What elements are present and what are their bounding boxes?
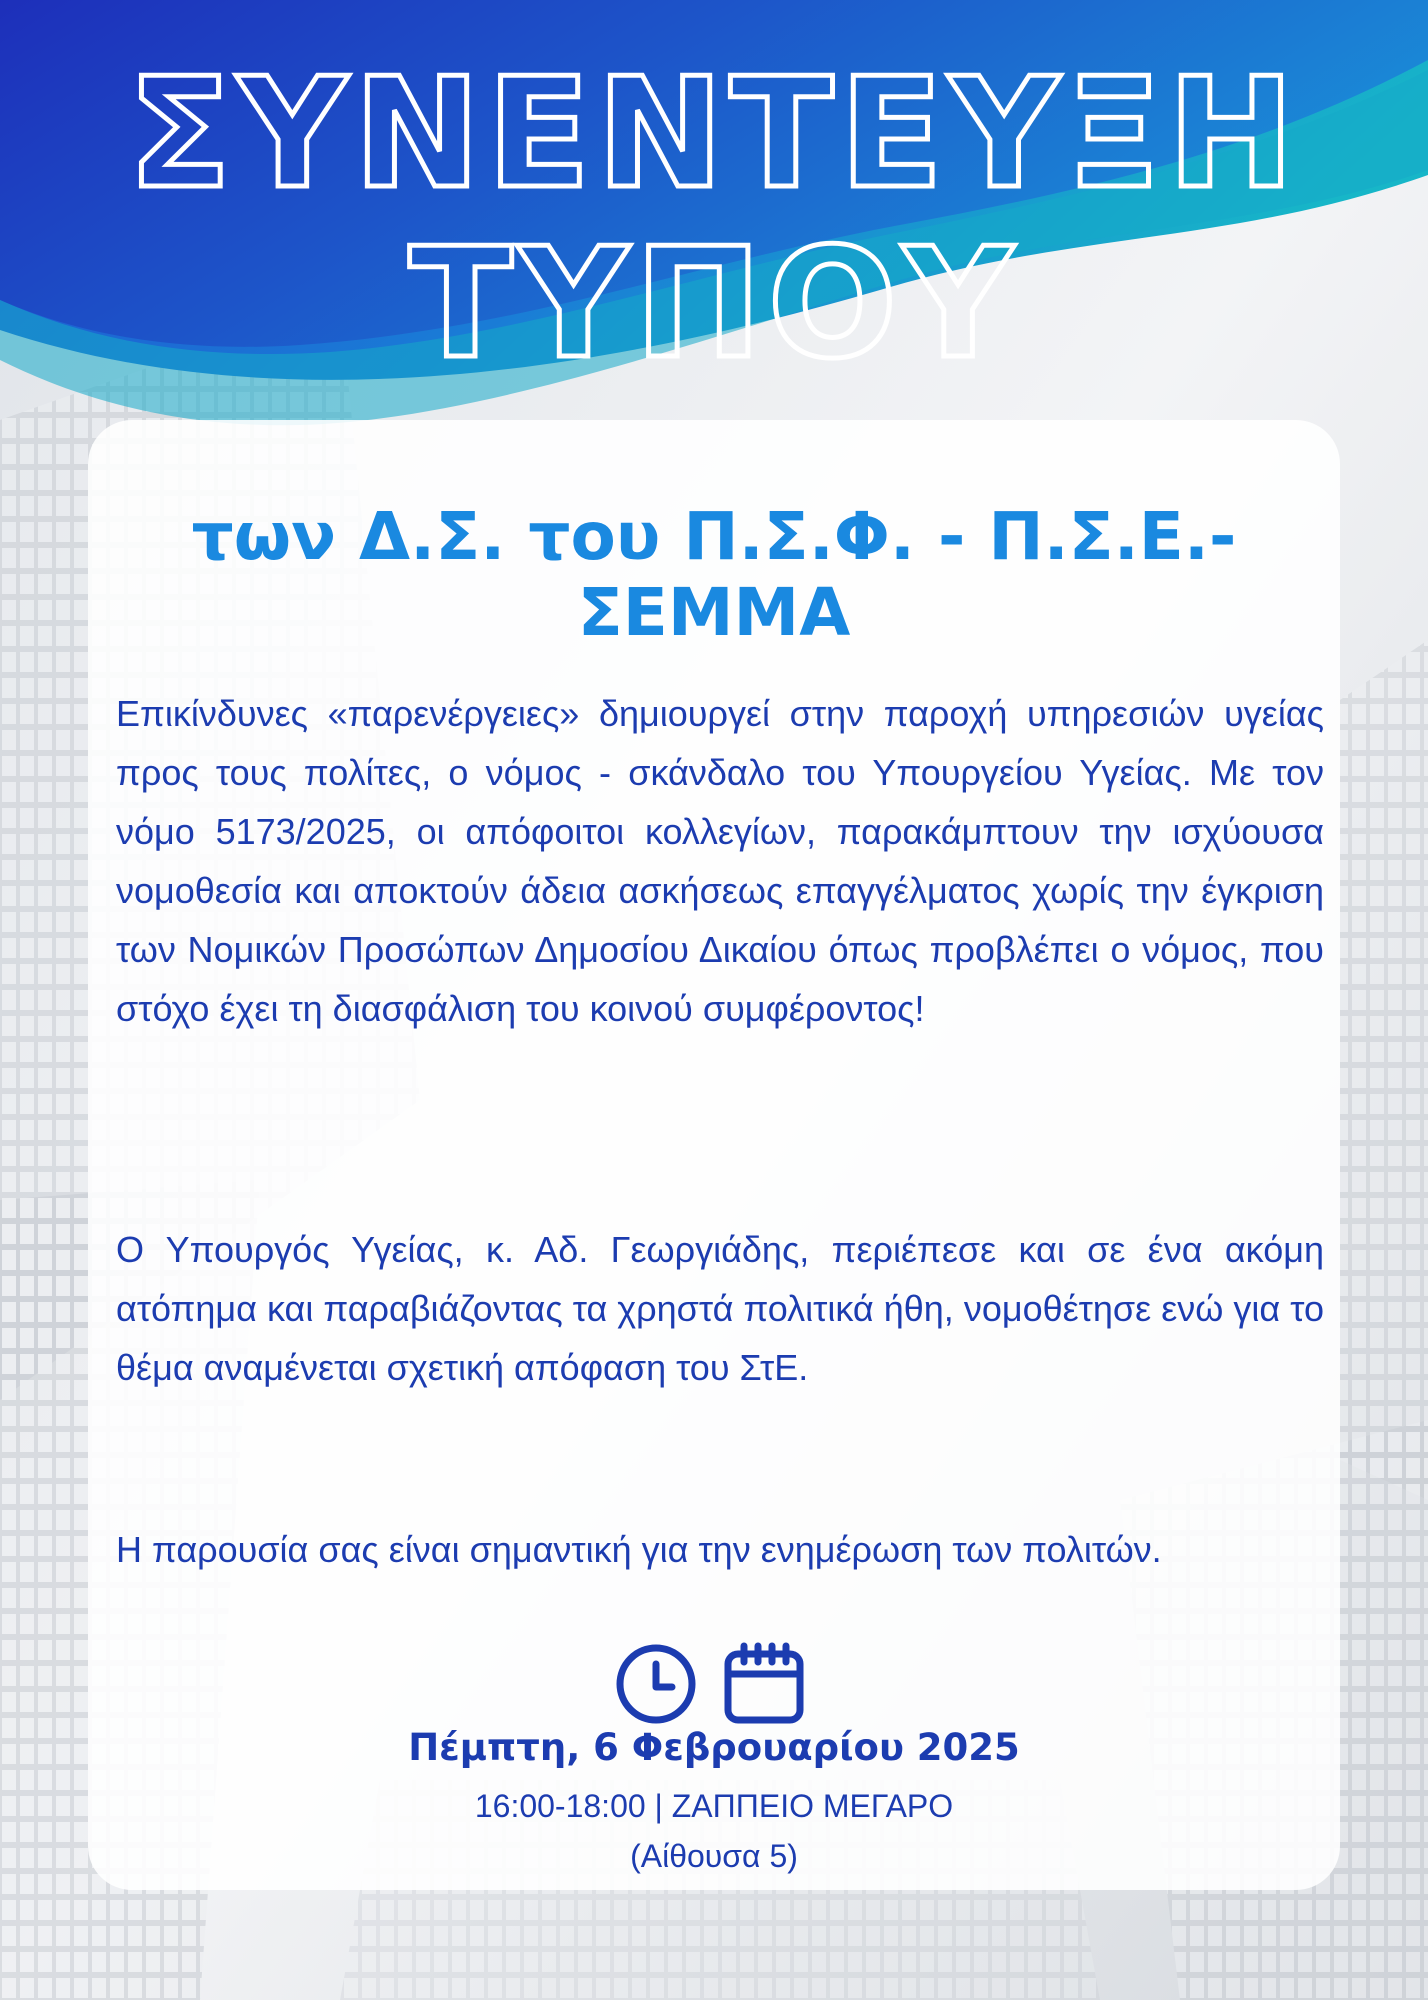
body-paragraph-1: Επικίνδυνες «παρενέργειες» δημιουργεί στην παροχή υπηρεσιών υγείας προς τους πολίτες, ο νόμος - σκάνδαλο του Υπουργείου Υγείας. Με τον νόμο 5173/2025, οι απόφοιτοι κολλεγίων, παρακάμπτουν την ισχύουσα νομοθεσία και αποκτούν άδεια ασκήσεως επαγγέλματος χωρίς την έγκριση των Νομικών Προσώπων Δημοσίου Δικαίου όπως προβλέπει ο νόμος, που στόχο έχει τη διασφάλιση του κοινού συμφέροντος! xyxy=(116,693,1324,1029)
page-title-line2: ΤΥΠΟΥ xyxy=(408,215,1020,392)
subtitle-line2: ΣΕΜΜΑ xyxy=(577,574,851,651)
event-date: Πέμπτη, 6 Φεβρουαρίου 2025 xyxy=(408,1726,1020,1769)
event-icons xyxy=(0,1642,1428,1732)
body-paragraph-2: Ο Υπουργός Υγείας, κ. Αδ. Γεωργιάδης, περιέπεσε και σε ένα ακόμη ατόπημα και παραβιάζοντας τα χρηστά πολιτικά ήθη, νομοθέτησε ενώ για το θέμα αναμένεται σχετική απόφαση του ΣτΕ. xyxy=(116,1229,1324,1388)
event-room: (Αίθουσα 5) xyxy=(630,1838,798,1874)
clock-icon xyxy=(614,1642,698,1726)
event-time-place: 16:00-18:00 | ΖΑΠΠΕΙΟ ΜΕΓΑΡΟ xyxy=(474,1788,954,1824)
subtitle-line1: των Δ.Σ. του Π.Σ.Φ. - Π.Σ.Ε.- xyxy=(191,498,1237,575)
calendar-icon xyxy=(722,1642,806,1726)
body-paragraph-3: Η παρουσία σας είναι σημαντική για την ενημέρωση των πολιτών. xyxy=(116,1529,1162,1570)
page-title-line1: ΣΥΝΕΝΤΕΥΞΗ xyxy=(127,45,1301,222)
